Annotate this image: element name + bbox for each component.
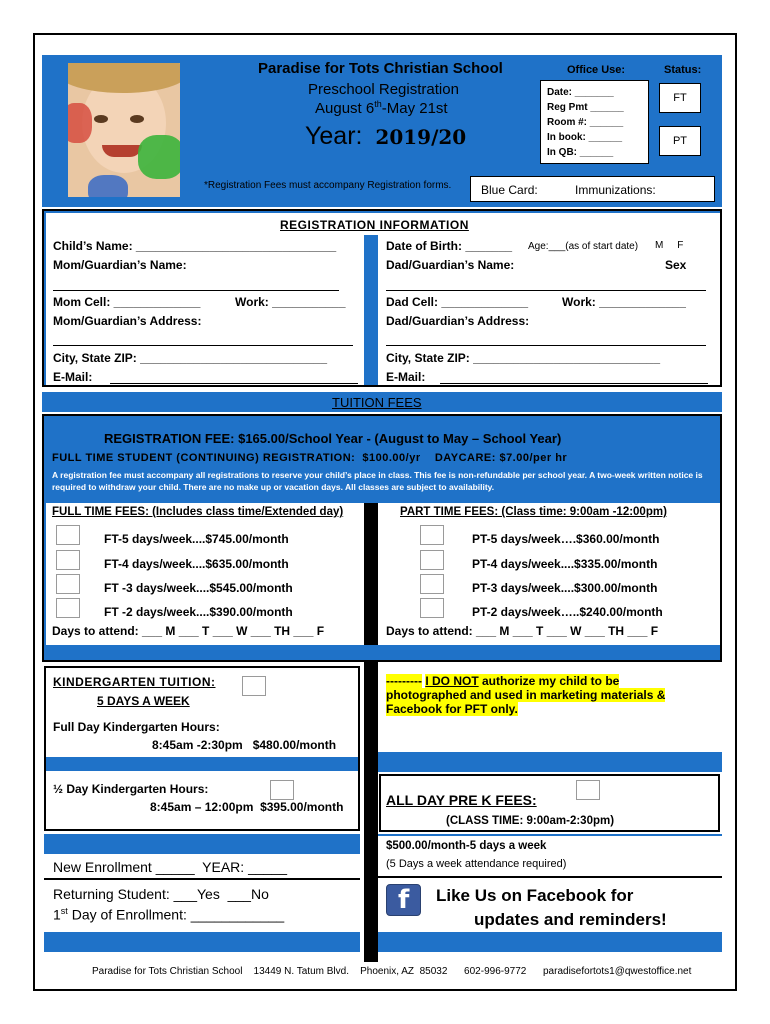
child-name-field[interactable]: Child’s Name: ______________________________ (53, 239, 337, 253)
right-blue-band-1 (378, 752, 722, 772)
school-name: Paradise for Tots Christian School (258, 60, 503, 77)
mom-address-field[interactable]: Mom/Guardian’s Address: (53, 314, 202, 328)
year-line: Year: 2019/20 (305, 122, 467, 150)
left-blue-band-2 (44, 932, 360, 952)
city-right-field[interactable]: City, State ZIP: ____________________________ (386, 351, 660, 365)
immunizations-label: Immunizations: (575, 183, 656, 197)
right-blue-band-3 (378, 932, 722, 952)
email-right-field[interactable]: E-Mail: (386, 370, 426, 384)
pt3-checkbox[interactable] (420, 574, 444, 594)
dad-work-field[interactable]: Work: _____________ (562, 295, 686, 309)
dad-name-line (386, 290, 706, 291)
ft5-checkbox[interactable] (56, 525, 80, 545)
prek-note: (5 Days a week attendance required) (386, 858, 567, 870)
right-blue-band-2 (378, 834, 722, 836)
dob-field[interactable]: Date of Birth: _______ (386, 239, 513, 253)
dad-address-field[interactable]: Dad/Guardian’s Address: (386, 314, 530, 328)
dad-name-field[interactable]: Dad/Guardian’s Name: (386, 258, 515, 272)
email-left-field[interactable]: E-Mail: (53, 370, 93, 384)
pt4-checkbox[interactable] (420, 550, 444, 570)
office-room: Room #: ______ (547, 117, 624, 128)
registration-notice: A registration fee must accompany all registrations to reserve your child’s place in class. This fee is non-refundable per school year. A two-week written notice is required to withdraw your child. There are no make up or vacation days. All classes are subject to availability. (52, 470, 703, 492)
full-day-hours: 8:45am -2:30pm $480.00/month (152, 738, 337, 752)
year-value: 2019/20 (375, 125, 467, 149)
child-photo (68, 63, 180, 197)
half-day-hours: 8:45am – 12:00pm $395.00/month (150, 800, 344, 814)
prek-title: ALL DAY PRE K FEES: (386, 792, 537, 808)
date-range: August 6th-May 21st (315, 99, 448, 117)
ft5-option: FT-5 days/week....$745.00/month (104, 532, 289, 546)
dad-address-line (386, 345, 706, 346)
facebook-icon[interactable]: f (386, 884, 421, 916)
ft4-checkbox[interactable] (56, 550, 80, 570)
age-field[interactable]: Age:___(as of start date) (528, 241, 639, 252)
kindergarten-band (46, 757, 358, 771)
mom-name-field[interactable]: Mom/Guardian’s Name: (53, 258, 187, 272)
pt2-checkbox[interactable] (420, 598, 444, 618)
registration-title: REGISTRATION INFORMATION (280, 218, 469, 232)
subtitle: Preschool Registration (308, 81, 459, 98)
kindergarten-checkbox[interactable] (242, 676, 266, 696)
pt-days-to-attend[interactable]: Days to attend: ___ M ___ T ___ W ___ TH ___ F (386, 624, 659, 638)
sex-label: Sex (665, 258, 687, 272)
facebook-line1: Like Us on Facebook for (436, 886, 634, 905)
facebook-line2: updates and reminders! (474, 910, 667, 929)
mom-work-field[interactable]: Work: ___________ (235, 295, 346, 309)
office-in-qb: In QB: ______ (547, 147, 614, 158)
lower-divider (364, 662, 378, 962)
pt5-checkbox[interactable] (420, 525, 444, 545)
office-in-book: In book: ______ (547, 132, 623, 143)
prek-class-time: (CLASS TIME: 9:00am-2:30pm) (446, 815, 615, 827)
email-left-line (110, 383, 358, 384)
facebook-border (378, 876, 722, 878)
pt2-option: PT-2 days/week…..$240.00/month (472, 605, 663, 619)
dad-cell-field[interactable]: Dad Cell: _____________ (386, 295, 529, 309)
ft-days-to-attend[interactable]: Days to attend: ___ M ___ T ___ W ___ TH ___ F (52, 624, 325, 638)
pt3-option: PT-3 days/week....$300.00/month (472, 581, 658, 595)
panel-divider (364, 503, 378, 645)
ft2-checkbox[interactable] (56, 598, 80, 618)
full-day-title: Full Day Kindergarten Hours: (53, 720, 220, 734)
email-right-line (440, 383, 708, 384)
office-reg-pmt: Reg Pmt ______ (547, 102, 624, 113)
mom-name-line (53, 290, 339, 291)
registration-fee: REGISTRATION FEE: $165.00/School Year - (August to May – School Year) (104, 431, 562, 446)
city-left-field[interactable]: City, State ZIP: ____________________________ (53, 351, 327, 365)
pt5-option: PT-5 days/week….$360.00/month (472, 532, 660, 546)
status-ft-box[interactable]: FT (659, 83, 701, 113)
returning-student[interactable]: Returning Student: ___Yes ___No (53, 886, 269, 902)
prek-checkbox[interactable] (576, 780, 600, 800)
footer: Paradise for Tots Christian School 13449 N. Tatum Blvd. Phoenix, AZ 85032 602-996-9772 paradisefortots1@qwestoffice.net (92, 966, 692, 977)
office-use-box (540, 80, 649, 164)
new-enrollment[interactable]: New Enrollment _____ YEAR: _____ (53, 859, 287, 875)
mom-cell-field[interactable]: Mom Cell: _____________ (53, 295, 201, 309)
enrollment-border (44, 878, 360, 880)
office-use-title: Office Use: (567, 64, 626, 76)
ft2-option: FT -2 days/week....$390.00/month (104, 605, 293, 619)
status-title: Status: (664, 64, 702, 76)
prek-price: $500.00/month-5 days a week (386, 840, 547, 852)
ft3-checkbox[interactable] (56, 574, 80, 594)
office-date: Date: _______ (547, 87, 614, 98)
ft3-option: FT -3 days/week....$545.00/month (104, 581, 293, 595)
full-time-title: FULL TIME FEES: (Includes class time/Extended day) (52, 506, 344, 518)
kindergarten-subtitle: 5 DAYS A WEEK (97, 694, 190, 708)
mom-address-line (53, 345, 353, 346)
sex-mf[interactable]: M F (655, 240, 684, 251)
half-day-title: ½ Day Kindergarten Hours: (53, 782, 209, 796)
fees-note: *Registration Fees must accompany Registration forms. (204, 180, 452, 191)
half-day-checkbox[interactable] (270, 780, 294, 800)
kindergarten-title: KINDERGARTEN TUITION: (53, 675, 216, 689)
part-time-title: PART TIME FEES: (Class time: 9:00am -12:00pm) (400, 506, 667, 518)
status-pt-box[interactable]: PT (659, 126, 701, 156)
photo-consent[interactable]: --------- I DO NOT authorize my child to be photographed and used in marketing materials & Facebook for PFT only. (386, 674, 666, 716)
ft4-option: FT-4 days/week....$635.00/month (104, 557, 289, 571)
first-day[interactable]: 1st Day of Enrollment: ____________ (53, 906, 285, 923)
left-blue-band-1 (44, 834, 360, 854)
tuition-title: TUITION FEES (332, 395, 422, 410)
blue-card-label: Blue Card: (481, 183, 538, 197)
blue-card-box (470, 176, 715, 202)
full-time-registration: FULL TIME STUDENT (CONTINUING) REGISTRATION: $100.00/yr DAYCARE: $7.00/per hr (52, 452, 568, 464)
pt4-option: PT-4 days/week....$335.00/month (472, 557, 658, 571)
